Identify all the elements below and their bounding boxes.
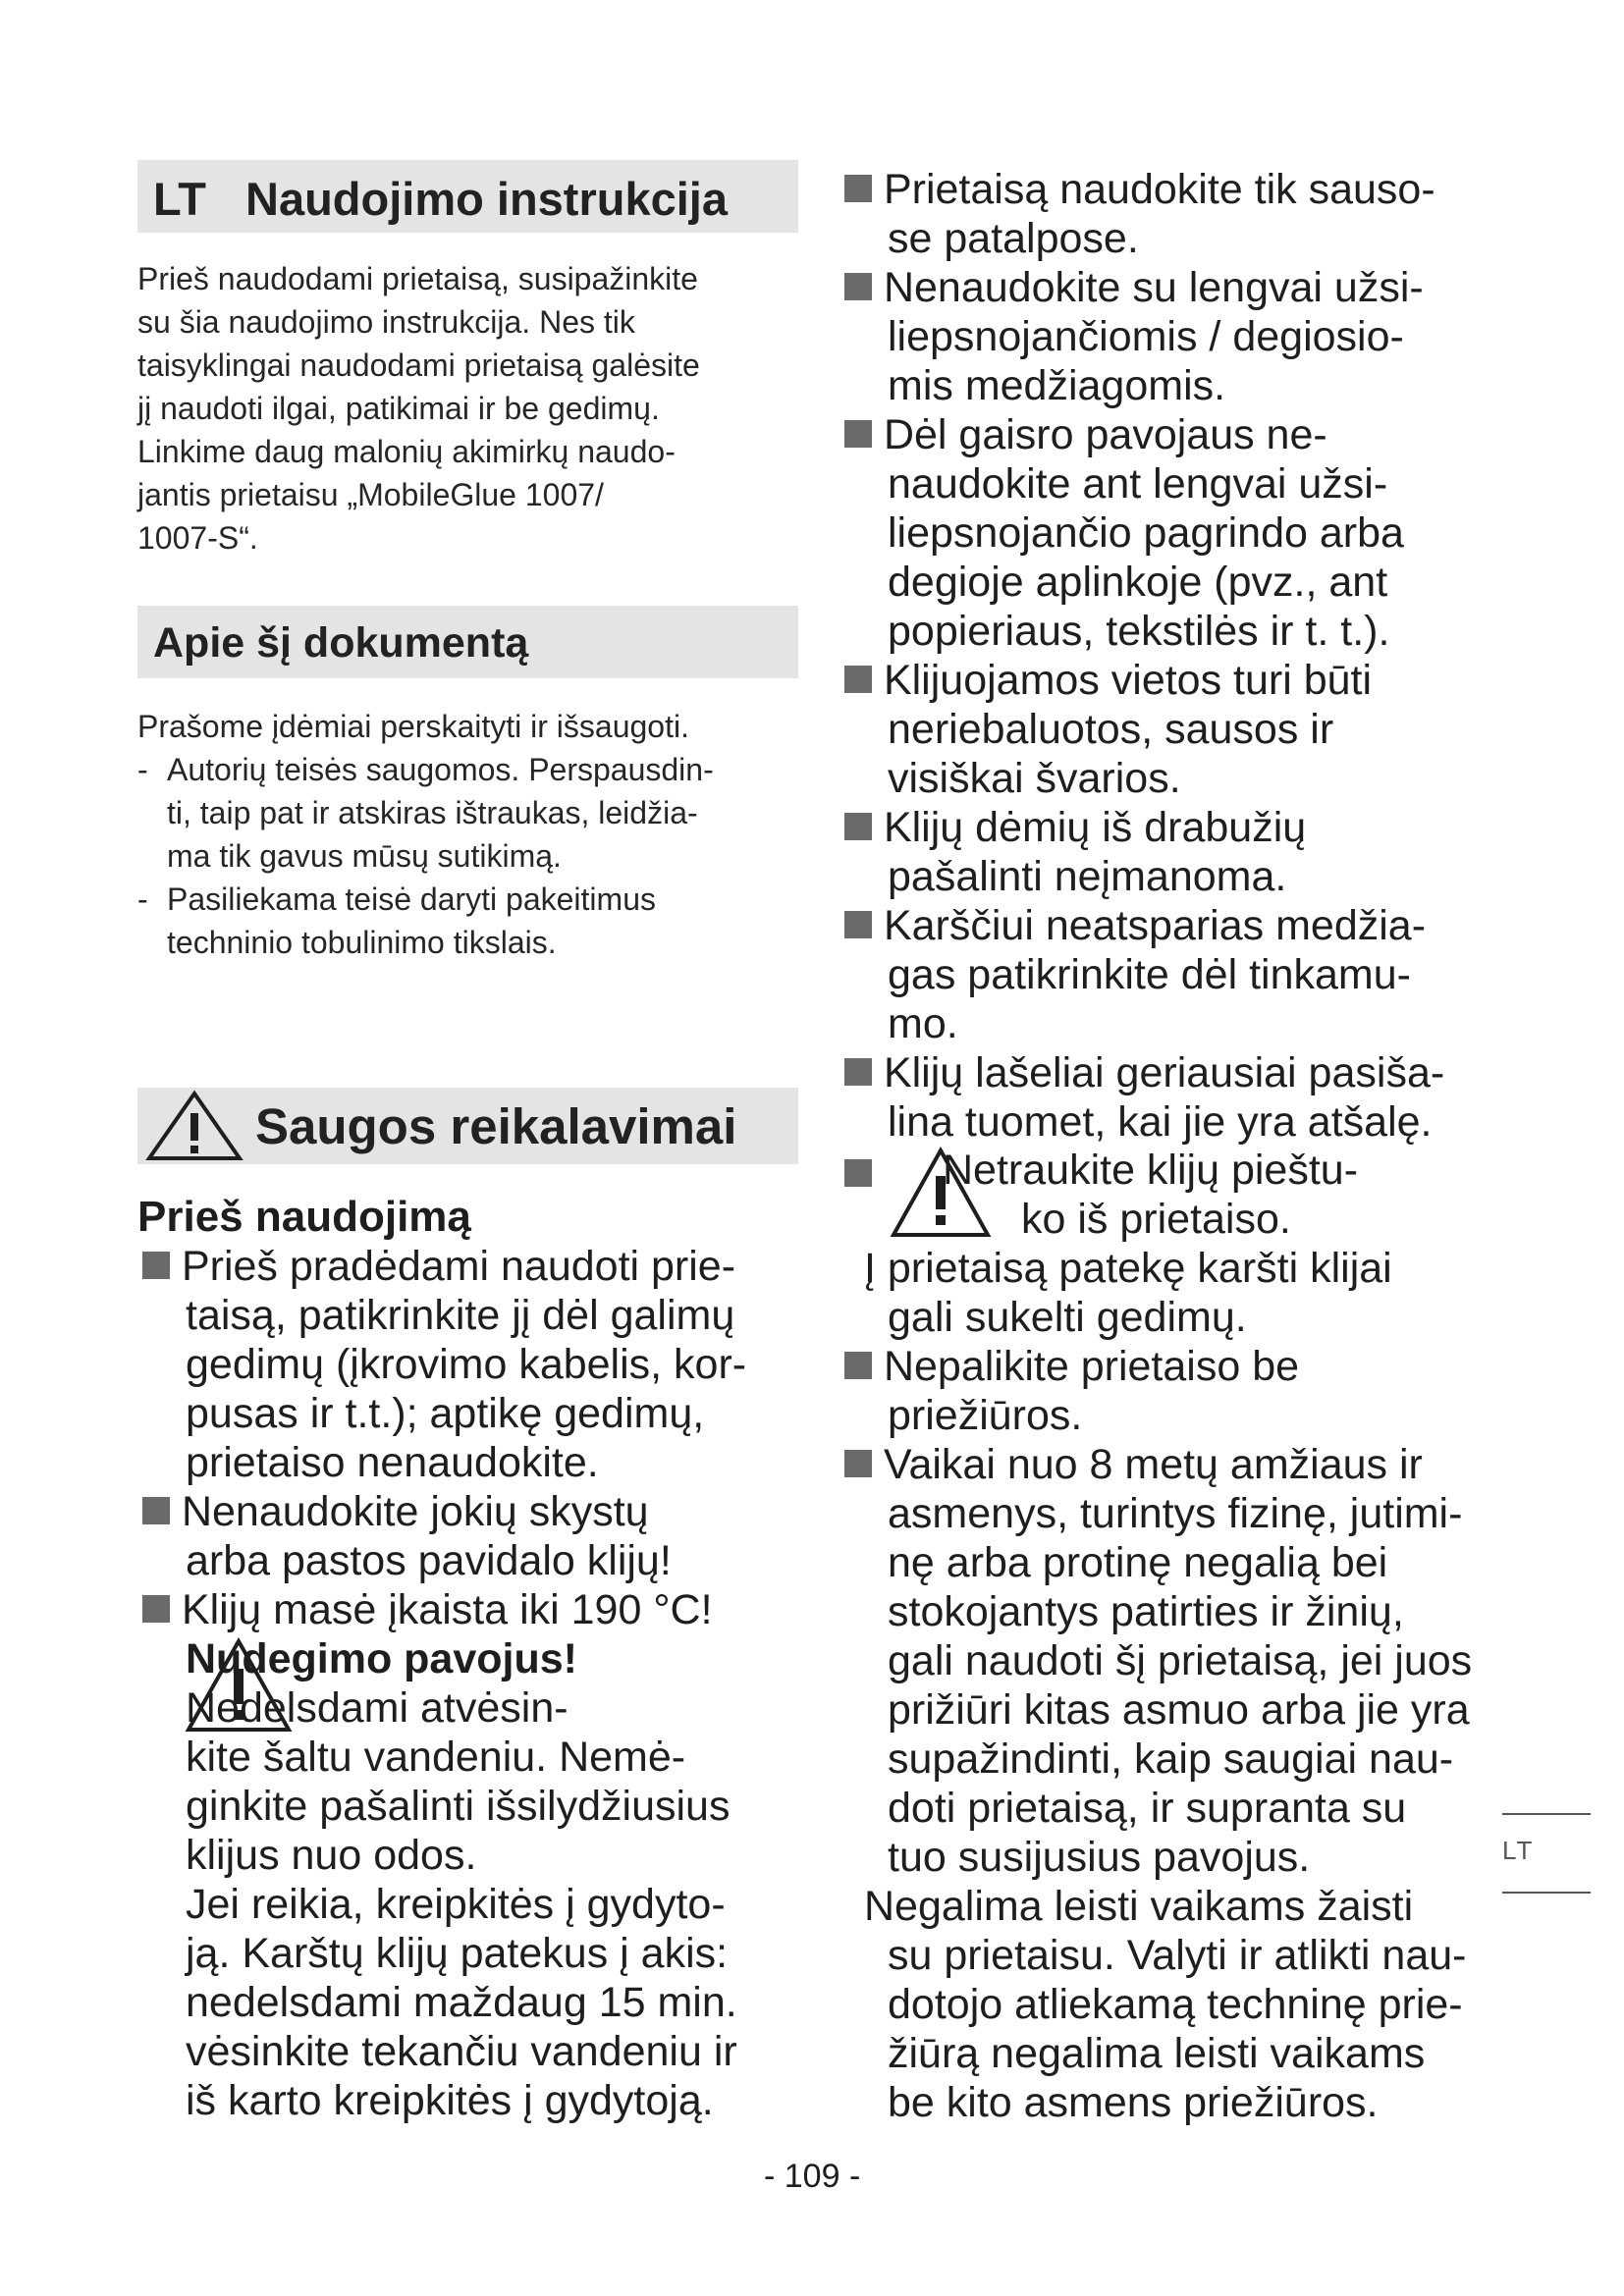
bullet-line: Karščiui neatsparias medžia- bbox=[844, 901, 1522, 950]
warn-line: gali sukelti gedimų. bbox=[888, 1294, 1247, 1341]
bullet-square-icon bbox=[844, 175, 872, 202]
doc-item-line: Pasiliekama teisė daryti pakeitimus bbox=[167, 881, 656, 917]
children-line: žiūrą negalima leisti vaikams bbox=[888, 2030, 1426, 2077]
bullet-line: Klijuojamos vietos turi būti bbox=[844, 656, 1522, 705]
safety-heading-bar bbox=[137, 1088, 798, 1164]
bullet-line: tuo susijusius pavojus. bbox=[888, 1834, 1311, 1881]
bullet-line: lina tuomet, kai jie yra atšalę. bbox=[888, 1098, 1433, 1146]
children-line: Negalima leisti vaikams žaisti bbox=[864, 1883, 1414, 1930]
bullet-line: Klijų lašeliai geriausiai pasiša- bbox=[844, 1048, 1522, 1097]
doc-heading-bar bbox=[137, 606, 798, 678]
bullet-line: Dėl gaisro pavojaus ne- bbox=[844, 410, 1522, 459]
bullet-square-icon bbox=[844, 1352, 872, 1379]
doc-item bbox=[137, 748, 815, 878]
bullet-line: prižiūri kitas asmuo arba jie yra bbox=[888, 1686, 1470, 1734]
bullet-line: Prieš pradėdami naudoti prie- bbox=[142, 1242, 820, 1291]
intro-line: Prieš naudodami prietaisą, susipažinkite bbox=[137, 261, 698, 296]
bullet-line: arba pastos pavidalo klijų! bbox=[186, 1537, 672, 1584]
intro-line: jantis prietaisu „MobileGlue 1007/ bbox=[137, 477, 604, 512]
bullet-line: mo. bbox=[888, 1000, 958, 1047]
doc-item-line: Autorių teisės saugomos. Perspausdin- bbox=[167, 752, 714, 787]
page-number: - 109 - bbox=[764, 2158, 861, 2195]
left-bullet bbox=[142, 1242, 820, 1634]
burn-line: vėsinkite tekančiu vandeniu ir bbox=[186, 2028, 737, 2075]
bullet-line: se patalpose. bbox=[888, 215, 1139, 262]
bullet-square-icon bbox=[142, 1252, 170, 1279]
doc-item bbox=[137, 878, 815, 964]
doc-item-line: ma tik gavus mūsų sutikimą. bbox=[167, 838, 562, 874]
bullet-square-icon bbox=[844, 273, 872, 300]
main-heading-lang: LT bbox=[153, 173, 206, 225]
intro-line: taisyklingai naudodami prietaisą galėsite bbox=[137, 347, 700, 383]
bullet-line: supažindinti, kaip saugiai nau- bbox=[888, 1735, 1454, 1783]
doc-section bbox=[137, 705, 815, 964]
bullet-line: gedimų (įkrovimo kabelis, kor- bbox=[186, 1341, 747, 1388]
intro-paragraph bbox=[137, 257, 805, 560]
side-tab-label: LT bbox=[1502, 1836, 1535, 1865]
bullet-square-icon bbox=[142, 1497, 170, 1524]
intro-line: 1007-S“. bbox=[137, 520, 258, 556]
bullet-line: asmenys, turintys fizinę, jutimi- bbox=[888, 1490, 1463, 1537]
bullet-line: Nenaudokite jokių skystų bbox=[142, 1487, 820, 1536]
side-tab-rule-top bbox=[1502, 1813, 1591, 1815]
bullet-square-icon bbox=[844, 1058, 872, 1086]
children-line: dotojo atliekamą techninę prie- bbox=[888, 1981, 1463, 2028]
burn-line: klijus nuo odos. bbox=[186, 1832, 477, 1879]
side-tab-rule-bottom bbox=[1502, 1892, 1591, 1894]
doc-heading-title: Apie šį dokumentą bbox=[153, 619, 529, 667]
children-line: su prietaisu. Valyti ir atlikti nau- bbox=[888, 1932, 1467, 1979]
bullet-line: visiškai švarios. bbox=[888, 755, 1181, 802]
bullet-line: Nenaudokite su lengvai užsi- bbox=[844, 263, 1522, 312]
bullet-line: Nepalikite prietaiso be bbox=[844, 1342, 1522, 1391]
bullet-square-icon bbox=[844, 666, 872, 693]
bullet-line: stokojantys patirties ir žinių, bbox=[888, 1588, 1404, 1635]
bullet-line: neriebaluotos, sausos ir bbox=[888, 706, 1334, 753]
intro-line: su šia naudojimo instrukcija. Nes tik bbox=[137, 304, 635, 340]
bullet-line: Vaikai nuo 8 metų amžiaus ir bbox=[844, 1440, 1522, 1489]
burn-warning-block bbox=[186, 1634, 824, 2125]
warn-line: Į prietaisą patekę karšti klijai bbox=[864, 1245, 1392, 1292]
main-heading-bar bbox=[137, 160, 798, 233]
bullet-square-icon bbox=[844, 1450, 872, 1477]
bullet-line: gali naudoti šį prietaisą, jei juos bbox=[888, 1637, 1473, 1684]
bullet-line: pusas ir t.t.); aptikę gedimų, bbox=[186, 1390, 705, 1437]
warn-line: Netraukite klijų pieštu- bbox=[943, 1147, 1359, 1194]
safety-heading-title: Saugos reikalavimai bbox=[255, 1098, 737, 1154]
intro-line: Linkime daug malonių akimirkų naudo- bbox=[137, 434, 676, 469]
bullet-square-icon bbox=[142, 1595, 170, 1623]
bullet-line: Prietaisą naudokite tik sauso- bbox=[844, 165, 1522, 214]
burn-warning-title: Nudegimo pavojus! bbox=[186, 1635, 577, 1682]
children-line: be kito asmens priežiūros. bbox=[888, 2079, 1379, 2126]
bullet-line: Klijų dėmių iš drabužių bbox=[844, 803, 1522, 852]
right-bullets-a bbox=[844, 165, 1522, 1147]
burn-line: ginkite pašalinti išsilydžiusius bbox=[186, 1783, 731, 1830]
bullet-line: popieriaus, tekstilės ir t. t.). bbox=[888, 608, 1390, 655]
bullet-square-icon bbox=[844, 813, 872, 840]
bullet-line: pašalinti neįmanoma. bbox=[888, 853, 1287, 900]
bullet-line: gas patikrinkite dėl tinkamu- bbox=[888, 951, 1411, 998]
bullet-square-icon bbox=[844, 420, 872, 448]
right-bullets-b bbox=[844, 1342, 1522, 2127]
dash-marker: - bbox=[137, 752, 148, 787]
warn-line: ko iš prietaiso. bbox=[1021, 1196, 1291, 1243]
doc-item-line: ti, taip pat ir atskiras ištraukas, leidžia- bbox=[167, 795, 698, 830]
intro-line: jį naudoti ilgai, patikimai ir be gedimų. bbox=[137, 391, 660, 426]
burn-line: iš karto kreipkitės į gydytoją. bbox=[186, 2077, 714, 2124]
bullet-line: liepsnojančiomis / degiosio- bbox=[888, 313, 1404, 360]
bullet-line: prietaiso nenaudokite. bbox=[186, 1439, 599, 1486]
bullet-square-icon bbox=[844, 1159, 872, 1187]
bullet-line: Klijų masė įkaista iki 190 °C! bbox=[142, 1585, 820, 1634]
bullet-line: doti prietaisą, ir supranta su bbox=[888, 1785, 1407, 1832]
bullet-line: naudokite ant lengvai užsi- bbox=[888, 460, 1388, 507]
dash-marker: - bbox=[137, 881, 148, 917]
burn-line: Jei reikia, kreipkitės į gydyto- bbox=[186, 1881, 726, 1928]
burn-line: ją. Karštų klijų patekus į akis: bbox=[186, 1930, 729, 1977]
bullet-line: degioje aplinkoje (pvz., ant bbox=[888, 559, 1388, 606]
doc-item-line: techninio tobulinimo tikslais. bbox=[167, 925, 557, 960]
main-heading-title: Naudojimo instrukcija bbox=[245, 173, 728, 225]
burn-line: Nedelsdami atvėsin- bbox=[186, 1684, 568, 1732]
before-use-heading: Prieš naudojimą bbox=[137, 1193, 471, 1241]
bullet-line: liepsnojančio pagrindo arba bbox=[888, 509, 1404, 557]
burn-line: kite šaltu vandeniu. Nemė- bbox=[186, 1734, 686, 1781]
bullet-line: nę arba protinę negalią bei bbox=[888, 1539, 1388, 1586]
doc-first-line: Prašome įdėmiai perskaityti ir išsaugoti. bbox=[137, 709, 689, 744]
bullet-line: taisą, patikrinkite jį dėl galimų bbox=[186, 1292, 735, 1339]
warning-triangle-icon bbox=[145, 1090, 244, 1162]
bullet-square-icon bbox=[844, 911, 872, 938]
burn-line: nedelsdami maždaug 15 min. bbox=[186, 1979, 737, 2026]
bullet-line: mis medžiagomis. bbox=[888, 362, 1226, 409]
bullet-line: priežiūros. bbox=[888, 1392, 1083, 1439]
